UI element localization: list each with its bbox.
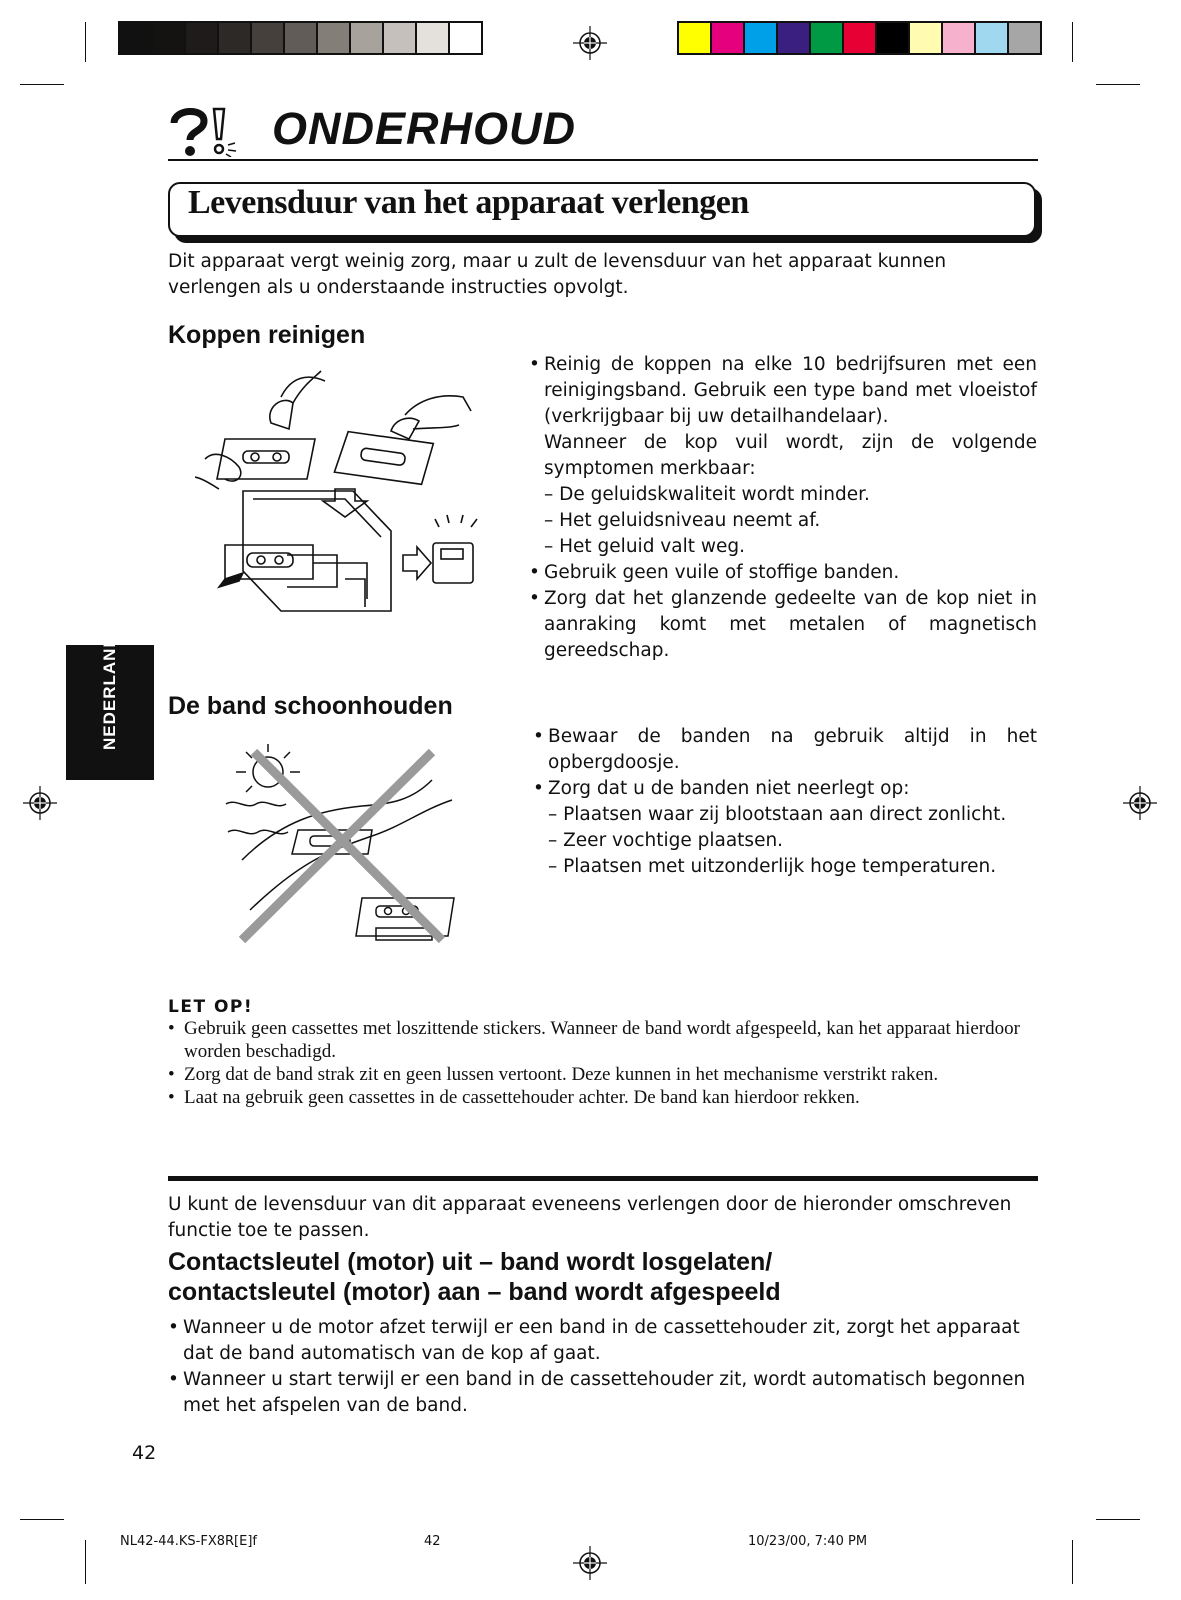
list-item: – Plaatsen waar zij blootstaan aan direct zonlicht. xyxy=(548,804,1007,825)
language-label: NEDERLANDS xyxy=(100,621,119,750)
footer-datetime: 10/23/00, 7:40 PM xyxy=(748,1534,868,1549)
footer-filename: NL42-44.KS-FX8R[E]f xyxy=(120,1534,257,1549)
extend-heading xyxy=(168,1247,1068,1307)
color-swatch xyxy=(351,23,384,53)
color-swatch xyxy=(186,23,219,53)
tape-bullet-list xyxy=(533,724,1037,880)
crop-mark xyxy=(85,1540,86,1584)
extend-heading-line2: contactsleutel (motor) aan – band wordt afgespeeld xyxy=(168,1278,781,1306)
color-swatch xyxy=(976,23,1009,53)
color-swatch xyxy=(844,23,877,53)
list-item: • Zorg dat het glanzende gedeelte van de kop niet in aanraking komt met metalen of magnetisch gereedschap. xyxy=(529,586,1037,664)
caution-item: • Gebruik geen cassettes met loszittende stickers. Wanneer de band wordt afgespeeld, kan het apparaat hierdoor worden beschadigd. xyxy=(168,1017,1038,1063)
section-divider xyxy=(168,1176,1038,1181)
page-number: 42 xyxy=(132,1442,157,1464)
color-swatch xyxy=(745,23,778,53)
list-item: • Reinig de koppen na elke 10 bedrijfsuren met een reinigingsband. Gebruik een type band met vloeistof (verkrijgbaar bij uw detailhandelaar). xyxy=(529,352,1037,430)
list-item: • Gebruik geen vuile of stoffige banden. xyxy=(529,560,1037,586)
list-item: • Zorg dat u de banden niet neerlegt op: xyxy=(533,776,1037,802)
list-item: – Het geluid valt weg. xyxy=(544,536,746,557)
extend-bullet-list xyxy=(168,1315,1040,1419)
list-item: – De geluidskwaliteit wordt minder. xyxy=(544,484,870,505)
title-rule xyxy=(168,159,1038,161)
heads-heading: Koppen reinigen xyxy=(168,321,366,349)
tape-storage-illustration xyxy=(222,740,482,955)
registration-mark-icon xyxy=(23,786,57,820)
color-swatch xyxy=(318,23,351,53)
color-swatch xyxy=(877,23,910,53)
caution-heading: LET OP! xyxy=(168,997,254,1017)
section-title: ONDERHOUD xyxy=(272,103,577,154)
crop-mark xyxy=(1072,22,1073,62)
intro-paragraph: Dit apparaat vergt weinig zorg, maar u zult de levensduur van het apparaat kunnen verlengen als u onderstaande instructies opvolgt. xyxy=(168,251,947,298)
color-swatch xyxy=(285,23,318,53)
color-swatch xyxy=(811,23,844,53)
tape-heading: De band schoonhouden xyxy=(168,692,453,720)
list-item: Wanneer de kop vuil wordt, zijn de volgende symptomen merkbaar: xyxy=(544,432,1037,479)
crop-mark xyxy=(1096,1519,1140,1520)
question-exclamation-icon xyxy=(168,105,240,157)
color-swatch xyxy=(910,23,943,53)
crop-mark xyxy=(1072,1540,1073,1584)
registration-mark-icon xyxy=(573,26,607,60)
crop-mark xyxy=(1096,84,1140,85)
list-item: • Bewaar de banden na gebruik altijd in het opbergdoosje. xyxy=(533,724,1037,776)
color-swatch xyxy=(778,23,811,53)
color-swatch xyxy=(417,23,450,53)
color-swatch xyxy=(384,23,417,53)
crop-mark xyxy=(20,1519,64,1520)
caution-item: • Zorg dat de band strak zit en geen lussen vertoont. Deze kunnen in het mechanisme verstrikt raken. xyxy=(168,1063,1038,1086)
list-item: – Het geluidsniveau neemt af. xyxy=(544,510,821,531)
caution-item: • Laat na gebruik geen cassettes in de cassettehouder achter. De band kan hierdoor rekken. xyxy=(168,1086,1038,1109)
crop-mark xyxy=(85,22,86,62)
color-swatch xyxy=(120,23,153,53)
extend-heading-line1: Contactsleutel (motor) uit – band wordt losgelaten/ xyxy=(168,1248,773,1276)
color-swatch xyxy=(252,23,285,53)
color-swatch xyxy=(679,23,712,53)
color-swatch xyxy=(153,23,186,53)
list-item: – Zeer vochtige plaatsen. xyxy=(548,830,784,851)
extend-item: • Wanneer u de motor afzet terwijl er een band in de cassettehouder zit, zorgt het apparaat dat de band automatisch van de kop af gaat. xyxy=(168,1315,1040,1367)
grayscale-bar xyxy=(118,21,483,55)
head-cleaning-illustration xyxy=(195,367,485,622)
color-bar xyxy=(677,21,1042,55)
crop-mark xyxy=(20,84,64,85)
caution-list xyxy=(168,1017,1038,1109)
color-swatch xyxy=(712,23,745,53)
color-swatch xyxy=(450,23,481,53)
page-subtitle: Levensduur van het apparaat verlengen xyxy=(188,184,749,221)
footer-page: 42 xyxy=(424,1534,441,1549)
color-swatch xyxy=(219,23,252,53)
registration-mark-icon xyxy=(1123,786,1157,820)
extend-item: • Wanneer u start terwijl er een band in de cassettehouder zit, wordt automatisch begonnen met het afspelen van de band. xyxy=(168,1367,1040,1419)
registration-mark-icon xyxy=(573,1546,607,1580)
extend-intro: U kunt de levensduur van dit apparaat eveneens verlengen door de hieronder omschreven functie toe te passen. xyxy=(168,1194,1012,1241)
color-swatch xyxy=(1009,23,1040,53)
heads-bullet-list xyxy=(529,352,1037,664)
color-swatch xyxy=(943,23,976,53)
list-item: – Plaatsen met uitzonderlijk hoge temperaturen. xyxy=(548,856,997,877)
